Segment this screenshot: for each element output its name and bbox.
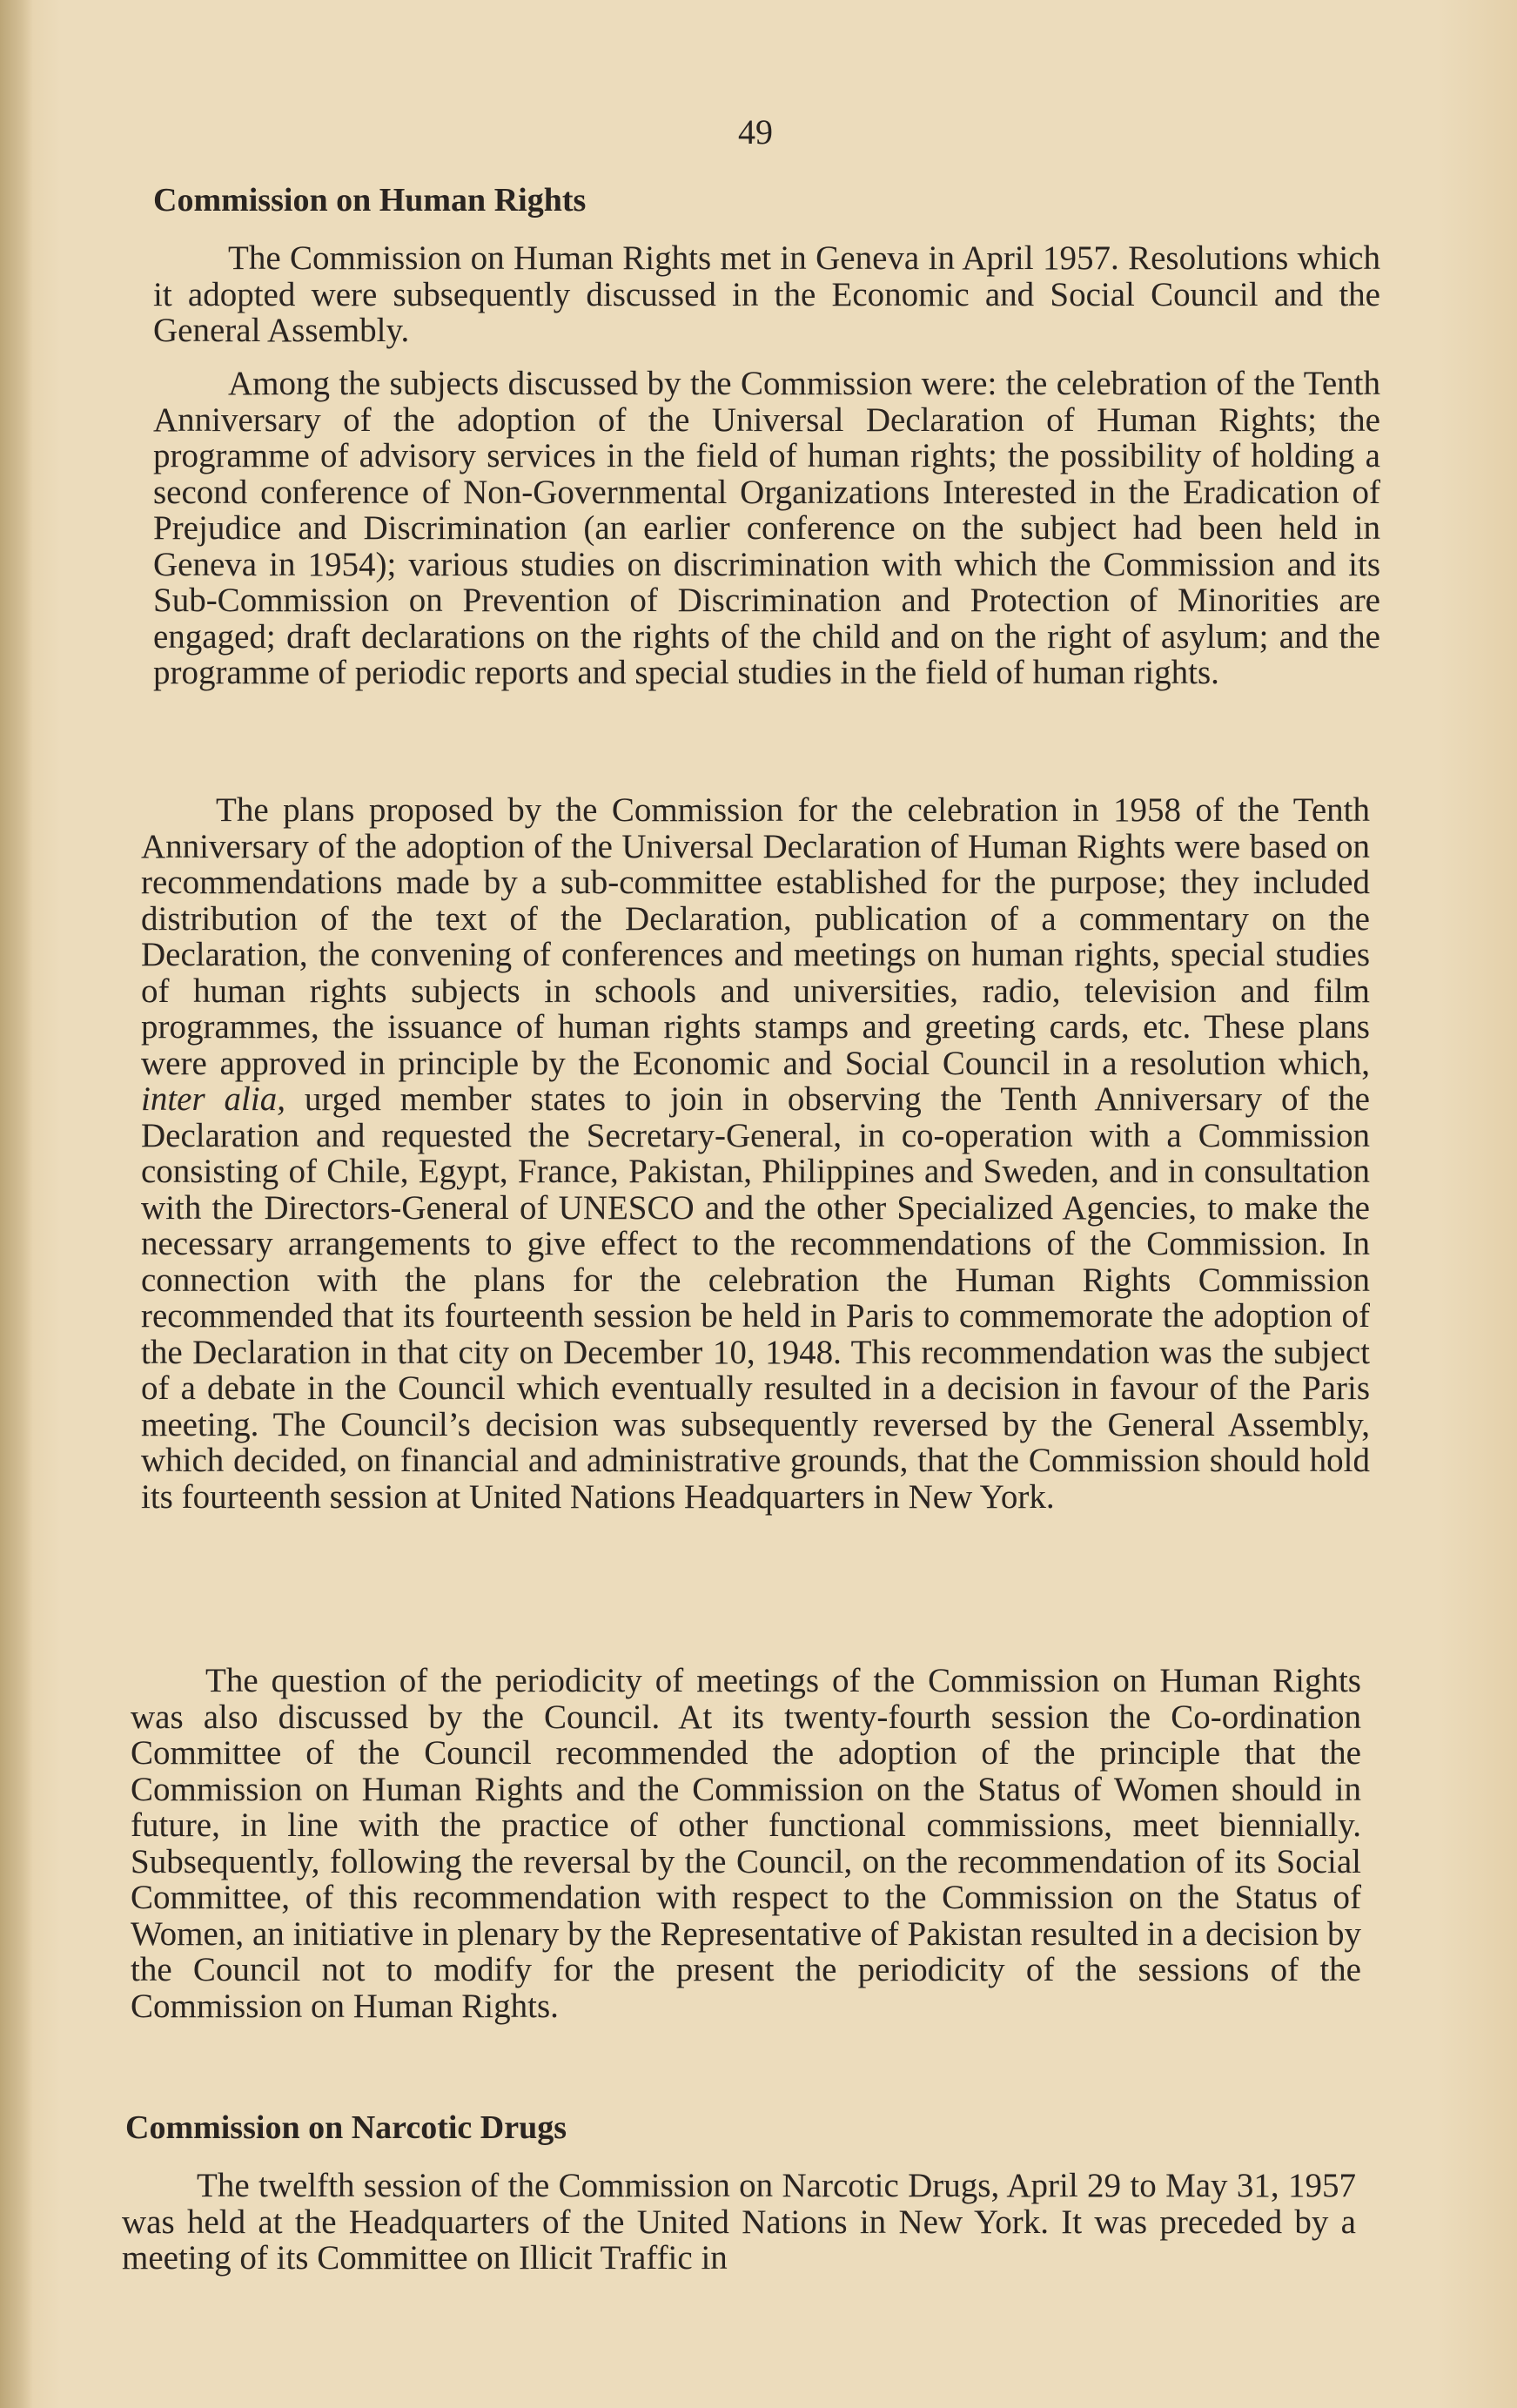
section-heading-human-rights: Commission on Human Rights bbox=[153, 182, 587, 219]
italic-phrase: inter alia, bbox=[141, 1080, 285, 1118]
section-heading-narcotic-drugs: Commission on Narcotic Drugs bbox=[125, 2109, 567, 2146]
page-number: 49 bbox=[738, 112, 773, 151]
paragraph: The twelfth session of the Commission on Narcotic Drugs, April 29 to May 31, 1957 was held at the Headquarters of the United Nations in New York. It was preceded by a meeting of its Committee on Illicit Traffic in bbox=[122, 2167, 1356, 2277]
page-binding-shadow bbox=[0, 0, 33, 2408]
paragraph: The plans proposed by the Commission for the celebration in 1958 of the Tenth Anniversary of the adoption of the Universal Declaration of Human Rights were based on recommendations made by a sub-committee established for the purpose; they included distribution of the text of the Declaration, publication of a commentary on the Declaration, the convening of conferences and meetings on human rights, special studies of human rights subjects in schools and universities, radio, television and film programmes, the issuance of human rights stamps and greeting cards, etc. These plans were approved in principle by the Economic and Social Council in a resolution which, inter alia, urged member states to join in observing the Tenth Anniversary of the Declaration and requested the Secretary-General, in co-operation with a Commission consisting of Chile, Egypt, France, Pakistan, Philippines and Sweden, and in consultation with the Directors-General of UNESCO and the other Specialized Agencies, to make the necessary arrangements to give effect to the recommendations of the Commission. In connection with the plans for the celebration the Human Rights Commission recommended that its fourteenth session be held in Paris to commemorate the adoption of the Declaration in that city on December 10, 1948. This recommendation was the subject of a debate in the Council which eventually resulted in a decision in favour of the Paris meeting. The Council’s decision was subsequently reversed by the General Assembly, which decided, on financial and administrative grounds, that the Commission should hold its fourteenth session at United Nations Headquarters in New York. bbox=[141, 791, 1370, 1516]
paragraph: The Commission on Human Rights met in Geneva in April 1957. Resolutions which it adopted were subsequently discussed in the Economic and Social Council and the General Assembly. bbox=[153, 239, 1380, 349]
paragraph: Among the subjects discussed by the Commission were: the celebration of the Tenth Anniversary of the adoption of the Universal Declaration of Human Rights; the programme of advisory services in the field of human rights; the possibility of holding a second conference of Non-Governmental Organizations Interested in the Eradication of Prejudice and Discrimination (an earlier conference on the subject had been held in Geneva in 1954); various studies on discrimination with which the Commission and its Sub-Commission on Prevention of Discrimination and Protection of Minorities are engaged; draft declarations on the rights of the child and on the right of asylum; and the programme of periodic reports and special studies in the field of human rights. bbox=[153, 365, 1380, 691]
paragraph: The question of the periodicity of meetings of the Commission on Human Rights was also discussed by the Council. At its twenty-fourth session the Co-ordination Committee of the Council recommended the adoption of the principle that the Commission on Human Rights and the Commission on the Status of Women should in future, in line with the practice of other functional commissions, meet biennially. Subsequently, following the reversal by the Council, on the recommendation of its Social Committee, of this recommendation with respect to the Commission on the Status of Women, an initiative in plenary by the Representative of Pakistan resulted in a decision by the Council not to modify for the present the periodicity of the sessions of the Commission on Human Rights. bbox=[131, 1662, 1361, 2025]
